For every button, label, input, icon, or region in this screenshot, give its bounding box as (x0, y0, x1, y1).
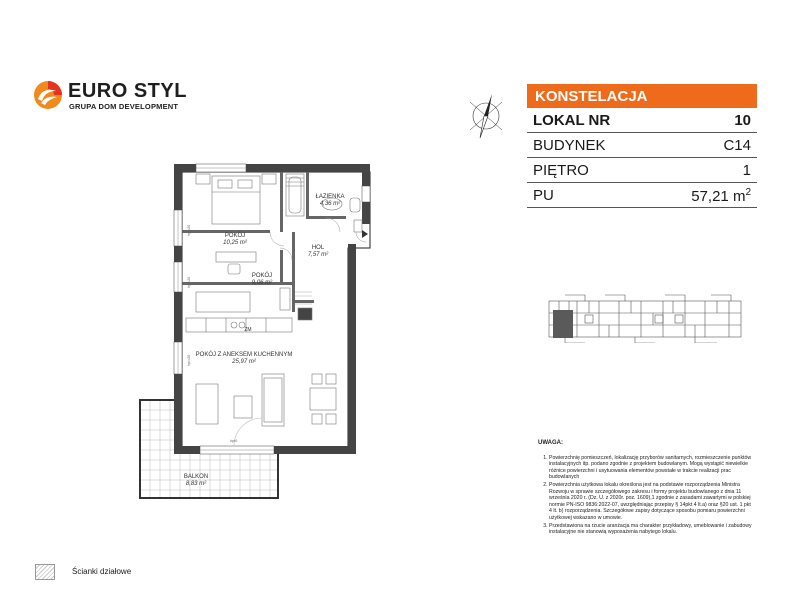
kitchen-zm-label: ZM (244, 327, 252, 333)
building-value: C14 (723, 137, 751, 154)
note-item: 3. Przedstawiona na rzucie aranżacja ma charakter przykładowy, umeblowanie i zabudowy instalacyjne nie stanowią wyposażenia nabytego lokalu. (549, 523, 755, 536)
window-label-2: hpr=20 (187, 276, 191, 288)
building-label: BUDYNEK (533, 137, 606, 154)
area-label: PU (533, 187, 554, 204)
area-value: 57,21 (691, 188, 729, 205)
brand-subtitle: GRUPA DOM DEVELOPMENT (69, 102, 179, 111)
building-key-plan (545, 293, 745, 343)
floor-plan (130, 160, 390, 505)
area-unit-power: 2 (745, 187, 751, 198)
room1-name: POKÓJ (224, 233, 246, 239)
bathroom-area: 4,36 m² (319, 201, 341, 207)
area-value-wrap (691, 187, 751, 205)
area-unit: m (732, 188, 746, 205)
unit-info-panel (527, 84, 757, 208)
note-item: 2. Powierzchnia użytkowa lokalu określona jest na podstawie rozporządzenia Ministra Rozwoju w sprawie szczegółowego zakresu i formy projektu budowlanego z dnia 11 września 2020 r. (Dz. U. z 2020r. poz. 1609),1 zgodnie z zasadami zawartymi w polskiej normie PN-ISO 9836:2022-07, uwzględniając przepisy § 14pkt 4 lt.a) oraz §20 ust. 1 pkt 4 lt. b) rozporządzenia. Szczegółowe zapisy dotyczące sposobu pomiaru powierzchni użytkowej wskazano w umowie. (549, 482, 755, 522)
building-row (527, 133, 757, 158)
room2-area: 9,06 m² (251, 280, 273, 286)
living-room-name: POKÓJ Z ANEKSEM KUCHENNYM (195, 352, 293, 358)
partition-wall-legend-swatch (35, 564, 55, 580)
balcony-name: BALKON (183, 474, 209, 480)
door-label: hpr0 (230, 439, 238, 443)
brand-name: EURO STYL (68, 80, 187, 102)
area-row (527, 183, 757, 208)
bathroom-name: ŁAZIENKA (315, 194, 345, 200)
notes-section (535, 440, 755, 537)
hall-area: 7,57 m² (307, 252, 329, 258)
unit-number-value: 10 (734, 112, 751, 129)
legend-label: Ścianki działowe (72, 567, 132, 576)
unit-number-label: LOKAL NR (533, 112, 611, 129)
north-arrow-icon (462, 92, 510, 140)
window-label-3: hpr=20 (187, 354, 191, 366)
room1-area: 10,25 m² (223, 240, 247, 246)
floor-value: 1 (742, 162, 751, 179)
unit-number-row (527, 108, 757, 133)
balcony-area: 8,83 m² (185, 481, 207, 487)
room2-name: POKÓJ (251, 273, 273, 279)
hall-name: HOL (311, 245, 325, 251)
notes-title: UWAGA: (538, 440, 563, 446)
living-room-area: 25,97 m² (232, 359, 256, 365)
window-label-1: hpr=20 (187, 224, 191, 236)
euro-styl-logo-icon (33, 80, 63, 110)
highlighted-unit (553, 310, 573, 338)
floor-label: PIĘTRO (533, 162, 589, 179)
floor-row (527, 158, 757, 183)
project-name: KONSTELACJA (527, 84, 757, 108)
note-item: 1. Powierzchnię pomieszczeń, lokalizację przyborów sanitarnych, rozmieszczenie punktów instalacyjnych itp. podano zgodnie z projektem budowlanym. Mogą wystąpić niewielkie różnice powierzchni i usytuowania elementów powstałe w trakcie realizacji prac budowlanych (549, 455, 755, 481)
